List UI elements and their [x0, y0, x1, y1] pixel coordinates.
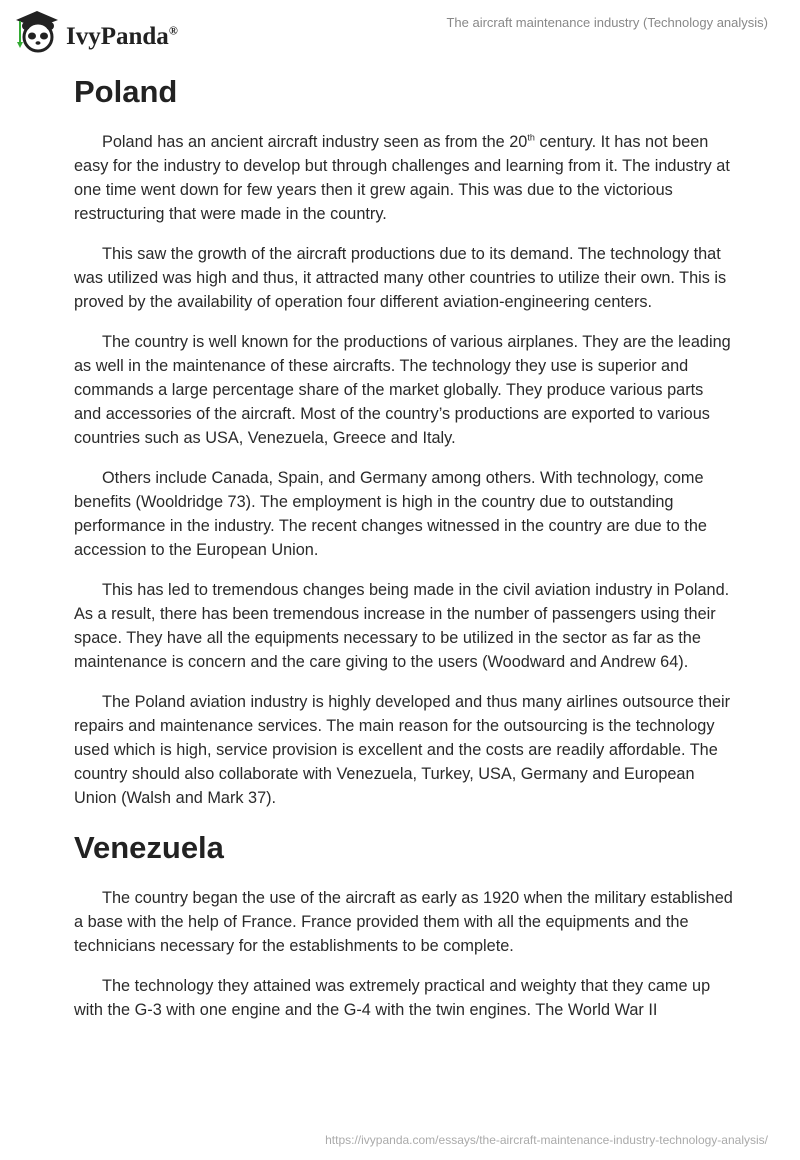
source-url[interactable]: https://ivypanda.com/essays/the-aircraft-maintenance-industry-technology-analysis/	[325, 1133, 768, 1147]
logo[interactable]	[12, 8, 178, 54]
section-heading-poland: Poland	[74, 74, 178, 109]
logo-text: IvyPanda®	[66, 23, 178, 50]
paragraph: The country began the use of the aircraft as early as 1920 when the military established a base with the help of France. France provided them with all the equipments and the technicians necessary for the establishments to be complete.	[74, 889, 733, 955]
paragraph: Others include Canada, Spain, and Germany among others. With technology, come benefits (Wooldridge 73). The employment is high in the country due to outstanding performance in the industry. The recent changes witnessed in the country are due to the accession to the European Union.	[74, 469, 707, 559]
document-title: The aircraft maintenance industry (Technology analysis)	[446, 15, 768, 30]
paragraph: This saw the growth of the aircraft productions due to its demand. The technology that was utilized was high and thus, it attracted many other countries to utilize their own. This is proved by the availability of operation four different aviation-engineering centers.	[74, 245, 727, 311]
paragraph: Poland has an ancient aircraft industry seen as from the 20th century. It has not been easy for the industry to develop but through challenges and learning from it. The industry at one time went down for few years then it grew again. This was due to the victorious restructuring that were made in the country.	[74, 132, 730, 223]
paragraph: The technology they attained was extremely practical and weighty that they came up with the G-3 with one engine and the G-4 with the twin engines. The World War II	[74, 977, 711, 1019]
paragraph: The Poland aviation industry is highly developed and thus many airlines outsource their repairs and maintenance services. The main reason for the outsourcing is the technology used which is high, service provision is excellent and the costs are readily affordable. The country should also collaborate with Venezuela, Turkey, USA, Germany and European Union (Walsh and Mark 37).	[74, 693, 731, 807]
panda-logo-icon	[12, 8, 62, 54]
section-heading-venezuela: Venezuela	[74, 830, 224, 865]
paragraph: The country is well known for the productions of various airplanes. They are the leading as well in the maintenance of these aircrafts. The technology they use is superior and commands a large percentage share of the market globally. They produce various parts and accessories of the aircraft. Most of the country’s productions are exported to various countries such as USA, Venezuela, Greece and Italy.	[74, 333, 731, 447]
essay-body	[74, 70, 734, 1038]
paragraph: This has led to tremendous changes being made in the civil aviation industry in Poland. As a result, there has been tremendous increase in the number of passengers using their space. They have all the equipments necessary to be utilized in the sector as far as the maintenance is concern and the care giving to the users (Woodward and Andrew 64).	[74, 581, 730, 671]
